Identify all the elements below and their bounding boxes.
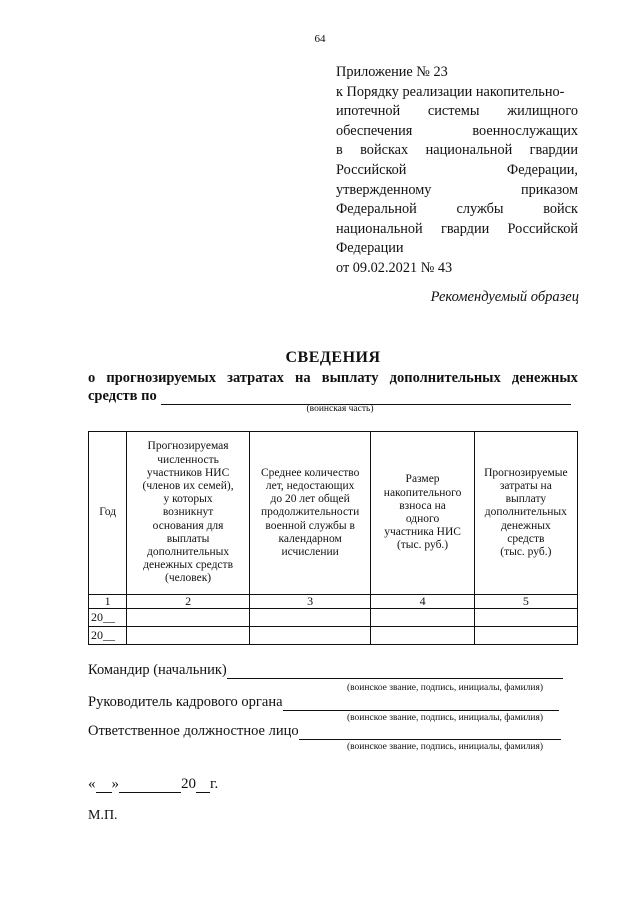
header-cell-costs bbox=[474, 432, 577, 595]
appendix-line bbox=[336, 141, 578, 161]
table-header-row bbox=[89, 432, 578, 595]
subtitle-word: затратах bbox=[227, 370, 284, 386]
header-line: (тыс. руб.) bbox=[396, 539, 449, 552]
forecast-table bbox=[88, 431, 578, 645]
appendix-word: приказом bbox=[520, 181, 578, 198]
appendix-line bbox=[336, 102, 578, 122]
header-line: денежных средств bbox=[143, 559, 233, 572]
appendix-line: к Порядку реализации накопительно- bbox=[336, 83, 565, 100]
header-line: денежных bbox=[500, 519, 551, 532]
stamp-place: М.П. bbox=[88, 808, 118, 823]
header-line: дополнительных bbox=[146, 546, 230, 558]
appendix-word: военнослужащих bbox=[472, 122, 578, 139]
appendix-reference bbox=[336, 63, 578, 279]
year-suffix: г. bbox=[210, 776, 219, 792]
header-line: исчислении bbox=[281, 546, 339, 558]
appendix-word: ипотечной bbox=[336, 103, 401, 120]
appendix-word: в bbox=[336, 142, 343, 159]
signature-blank[interactable] bbox=[283, 694, 559, 711]
column-number: 4 bbox=[371, 595, 474, 609]
header-line: до 20 лет общей bbox=[270, 493, 350, 506]
header-line: Год bbox=[99, 506, 117, 519]
header-line: Прогнозируемые bbox=[484, 466, 568, 479]
column-number: 1 bbox=[89, 595, 127, 609]
header-line: затраты на bbox=[499, 479, 552, 492]
military-unit-caption: (воинская часть) bbox=[306, 404, 374, 414]
year-prefix: 20 bbox=[181, 776, 196, 792]
month-blank[interactable] bbox=[119, 777, 181, 793]
appendix-word: гвардии bbox=[529, 142, 578, 159]
signature-responsible-officer bbox=[88, 723, 561, 740]
appendix-line bbox=[336, 181, 578, 201]
column-number: 2 bbox=[127, 595, 250, 609]
signature-label: Руководитель кадрового органа bbox=[88, 694, 283, 710]
column-number: 5 bbox=[474, 595, 577, 609]
year-cell[interactable]: 20__ bbox=[89, 609, 127, 627]
subtitle-second-line bbox=[88, 388, 571, 405]
data-cell[interactable] bbox=[474, 627, 577, 645]
header-cell-participants bbox=[127, 432, 250, 595]
appendix-line: от 09.02.2021 № 43 bbox=[336, 259, 453, 276]
appendix-word: Федеральной bbox=[336, 201, 417, 218]
subtitle-word: на bbox=[295, 370, 311, 386]
date-open-quote: « bbox=[88, 776, 96, 792]
data-cell[interactable] bbox=[371, 627, 474, 645]
header-line: основания для bbox=[152, 519, 224, 532]
sample-label: Рекомендуемый образец bbox=[430, 289, 579, 305]
signature-hr-head bbox=[88, 694, 559, 711]
document-title: СВЕДЕНИЯ bbox=[285, 349, 381, 366]
header-line: продолжительности bbox=[261, 506, 360, 519]
appendix-word: войск bbox=[543, 201, 578, 218]
year-blank[interactable] bbox=[196, 777, 210, 793]
header-line: взноса на bbox=[399, 499, 446, 512]
signature-label: Командир (начальник) bbox=[88, 662, 227, 678]
appendix-word: Российской bbox=[336, 161, 407, 178]
appendix-word: жилищного bbox=[507, 103, 578, 120]
table-row bbox=[89, 627, 578, 645]
header-line: у которых bbox=[163, 493, 213, 506]
appendix-word: национальной bbox=[336, 220, 423, 237]
header-cell-year bbox=[89, 432, 127, 595]
data-cell[interactable] bbox=[474, 609, 577, 627]
signature-blank[interactable] bbox=[299, 723, 561, 740]
subtitle-word: денежных bbox=[511, 370, 578, 386]
appendix-line bbox=[336, 122, 578, 142]
header-line: Среднее количество bbox=[260, 466, 360, 479]
subtitle-word: о bbox=[88, 370, 96, 386]
header-line: Размер bbox=[405, 473, 440, 486]
appendix-word: войсках bbox=[360, 142, 409, 159]
military-unit-blank[interactable] bbox=[161, 390, 571, 405]
header-line: календарном bbox=[278, 532, 342, 545]
header-line: численность bbox=[157, 453, 219, 466]
appendix-line: Приложение № 23 bbox=[336, 64, 448, 80]
signature-label: Ответственное должностное лицо bbox=[88, 723, 299, 739]
date-line bbox=[88, 776, 218, 793]
date-close-quote: » bbox=[111, 776, 119, 792]
data-cell[interactable] bbox=[371, 609, 474, 627]
appendix-line bbox=[336, 161, 578, 181]
data-cell[interactable] bbox=[249, 609, 371, 627]
data-cell[interactable] bbox=[127, 609, 250, 627]
header-line: выплаты bbox=[166, 532, 210, 545]
page-number: 64 bbox=[314, 33, 326, 45]
signature-caption: (воинское звание, подпись, инициалы, фамилия) bbox=[346, 683, 544, 693]
appendix-line: Федерации bbox=[336, 240, 404, 257]
signature-blank[interactable] bbox=[227, 662, 563, 679]
signature-caption: (воинское звание, подпись, инициалы, фамилия) bbox=[346, 713, 544, 723]
appendix-word: гвардии bbox=[440, 220, 490, 237]
signature-commander bbox=[88, 662, 563, 679]
appendix-line bbox=[336, 200, 578, 220]
header-line: участников НИС bbox=[146, 466, 230, 479]
appendix-word: утвержденному bbox=[336, 181, 432, 198]
header-line: одного bbox=[405, 513, 440, 525]
header-line: дополнительных bbox=[484, 506, 567, 519]
header-line: средств bbox=[507, 532, 545, 545]
header-cell-avg-years bbox=[249, 432, 371, 595]
year-cell[interactable]: 20__ bbox=[89, 627, 127, 645]
signature-caption: (воинское звание, подпись, инициалы, фамилия) bbox=[346, 742, 544, 752]
appendix-line bbox=[336, 220, 578, 240]
header-line: (человек) bbox=[165, 572, 212, 585]
header-line: (тыс. руб.) bbox=[500, 546, 552, 558]
appendix-word: национальной bbox=[425, 142, 513, 159]
data-cell[interactable] bbox=[127, 627, 250, 645]
header-line: выплату bbox=[505, 493, 547, 506]
appendix-word: обеспечения bbox=[336, 122, 413, 139]
appendix-word: Российской bbox=[507, 220, 578, 237]
header-line: Прогнозируемая bbox=[147, 440, 229, 453]
header-line: (членов их семей), bbox=[142, 479, 234, 492]
header-line: лет, недостающих bbox=[265, 479, 355, 492]
data-cell[interactable] bbox=[249, 627, 371, 645]
header-line: военной службы в bbox=[265, 519, 355, 532]
table-row bbox=[89, 609, 578, 627]
header-cell-contribution bbox=[371, 432, 474, 595]
subtitle-word: выплату bbox=[321, 370, 379, 386]
header-line: возникнут bbox=[162, 506, 214, 519]
appendix-word: системы bbox=[427, 103, 480, 120]
header-line: накопительного bbox=[383, 486, 462, 499]
subtitle-word: дополнительных bbox=[389, 370, 501, 386]
document-subtitle bbox=[88, 370, 578, 387]
appendix-word: службы bbox=[456, 201, 504, 218]
subtitle-line2-text: средств по bbox=[88, 388, 157, 404]
appendix-word: Федерации, bbox=[506, 161, 578, 178]
header-line: участника НИС bbox=[384, 526, 461, 539]
column-number: 3 bbox=[249, 595, 371, 609]
column-number-row bbox=[89, 595, 578, 609]
day-blank[interactable] bbox=[96, 777, 112, 793]
subtitle-word: прогнозируемых bbox=[106, 370, 216, 386]
